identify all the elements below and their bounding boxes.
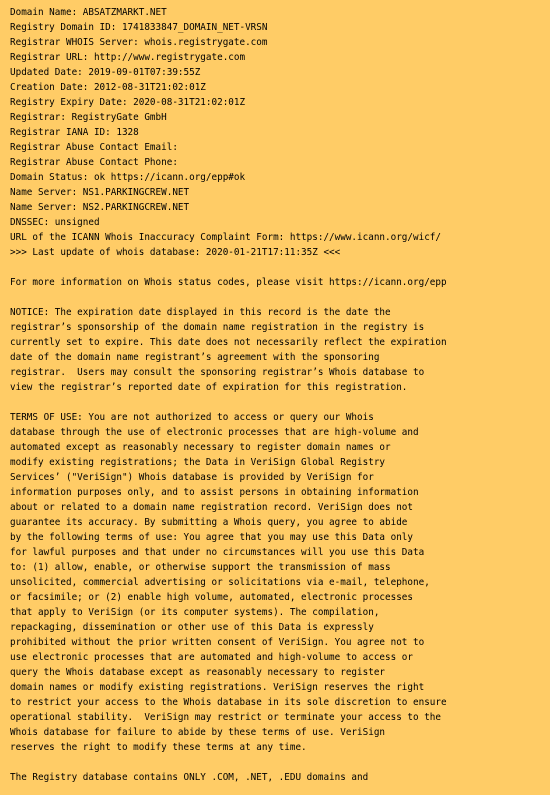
whois-line: use electronic processes that are automated and high-volume to access or — [10, 652, 413, 663]
whois-line: or facsimile; or (2) enable high volume, automated, electronic processes — [10, 592, 413, 603]
whois-line — [10, 290, 540, 305]
whois-line: Registry Expiry Date: 2020-08-31T21:02:01Z — [10, 97, 246, 108]
whois-line: Registry Domain ID: 1741833847_DOMAIN_NET-VRSN — [10, 22, 268, 33]
whois-line: Domain Status: ok https://icann.org/epp#ok — [10, 172, 246, 183]
whois-line — [10, 260, 540, 275]
whois-line — [10, 395, 540, 410]
whois-line: repackaging, dissemination or other use of this Data is expressly — [10, 622, 374, 633]
whois-line: guarantee its accuracy. By submitting a Whois query, you agree to abide — [10, 517, 408, 528]
whois-line: DNSSEC: unsigned — [10, 217, 100, 228]
whois-line: registrar’s sponsorship of the domain name registration in the registry is — [10, 322, 425, 333]
whois-line: date of the domain name registrant’s agreement with the sponsoring — [10, 352, 380, 363]
whois-line: For more information on Whois status codes, please visit https://icann.org/epp — [10, 277, 447, 288]
whois-line: view the registrar’s reported date of expiration for this registration. — [10, 382, 408, 393]
whois-line: about or related to a domain name registration record. VeriSign does not — [10, 502, 413, 513]
whois-line: currently set to expire. This date does not necessarily reflect the expiration — [10, 337, 447, 348]
whois-line: query the Whois database except as reasonably necessary to register — [10, 667, 386, 678]
whois-line: modify existing registrations; the Data in VeriSign Global Registry — [10, 457, 386, 468]
whois-line: prohibited without the prior written consent of VeriSign. You agree not to — [10, 637, 425, 648]
whois-line: Registrar WHOIS Server: whois.registrygate.com — [10, 37, 268, 48]
whois-line: Registrar URL: http://www.registrygate.com — [10, 52, 246, 63]
whois-line: Domain Name: ABSATZMARKT.NET — [10, 7, 167, 18]
whois-line: Registrar: RegistryGate GmbH — [10, 112, 167, 123]
whois-line: for lawful purposes and that under no circumstances will you use this Data — [10, 547, 425, 558]
whois-line: domain names or modify existing registrations. VeriSign reserves the right — [10, 682, 425, 693]
whois-line: Services’ ("VeriSign") Whois database is provided by VeriSign for — [10, 472, 374, 483]
whois-line — [10, 755, 540, 770]
whois-line: to restrict your access to the Whois database in its sole discretion to ensure — [10, 697, 447, 708]
whois-line: TERMS OF USE: You are not authorized to access or query our Whois — [10, 412, 374, 423]
whois-line: URL of the ICANN Whois Inaccuracy Complaint Form: https://www.icann.org/wicf/ — [10, 232, 441, 243]
whois-line: Name Server: NS2.PARKINGCREW.NET — [10, 202, 190, 213]
whois-line: Creation Date: 2012-08-31T21:02:01Z — [10, 82, 206, 93]
whois-line: database through the use of electronic processes that are high-volume and — [10, 427, 419, 438]
whois-line: Registrar Abuse Contact Email: — [10, 142, 178, 153]
whois-line: by the following terms of use: You agree that you may use this Data only — [10, 532, 413, 543]
whois-line: to: (1) allow, enable, or otherwise support the transmission of mass — [10, 562, 391, 573]
whois-line: automated except as reasonably necessary to register domain names or — [10, 442, 391, 453]
whois-line: operational stability. VeriSign may restrict or terminate your access to the — [10, 712, 441, 723]
whois-line: information purposes only, and to assist persons in obtaining information — [10, 487, 419, 498]
whois-line: registrar. Users may consult the sponsoring registrar’s Whois database to — [10, 367, 425, 378]
whois-line: unsolicited, commercial advertising or solicitations via e-mail, telephone, — [10, 577, 430, 588]
whois-line: reserves the right to modify these terms at any time. — [10, 742, 307, 753]
whois-line: NOTICE: The expiration date displayed in this record is the date the — [10, 307, 391, 318]
whois-line: Registrar IANA ID: 1328 — [10, 127, 139, 138]
whois-line: that apply to VeriSign (or its computer systems). The compilation, — [10, 607, 380, 618]
whois-line: >>> Last update of whois database: 2020-01-21T17:11:35Z <<< — [10, 247, 341, 258]
whois-line: The Registry database contains ONLY .COM, .NET, .EDU domains and — [10, 772, 369, 783]
whois-line: Registrar Abuse Contact Phone: — [10, 157, 178, 168]
whois-line: Name Server: NS1.PARKINGCREW.NET — [10, 187, 190, 198]
whois-line: Updated Date: 2019-09-01T07:39:55Z — [10, 67, 201, 78]
whois-line: Whois database for failure to abide by these terms of use. VeriSign — [10, 727, 386, 738]
